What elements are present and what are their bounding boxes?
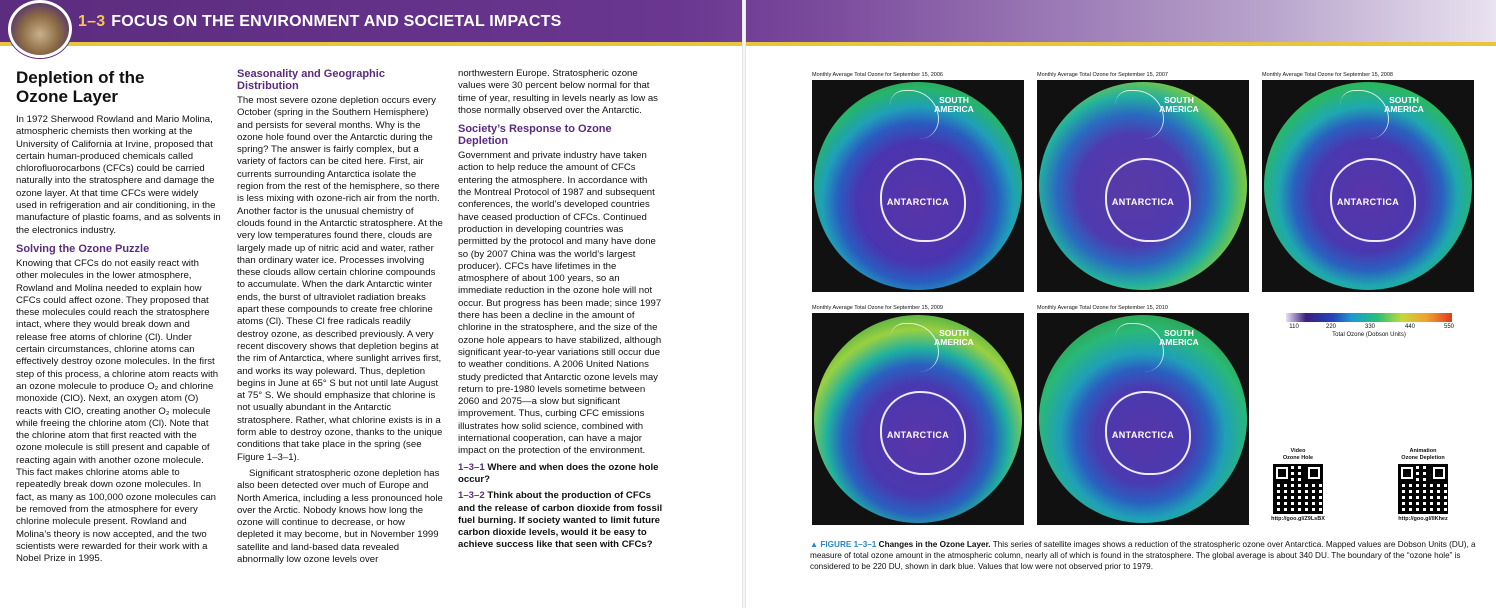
question-1-number: 1–3–1 xyxy=(458,461,485,473)
legend-tick: 330 xyxy=(1364,324,1376,330)
column-1 xyxy=(16,68,221,569)
qr-video-subtitle: Ozone Hole xyxy=(1282,454,1314,461)
label-south-america: SOUTH AMERICA xyxy=(1159,95,1199,114)
map-title-2009: Monthly Average Total Ozone for September 15, 2009 xyxy=(812,305,943,311)
label-south-america: SOUTH AMERICA xyxy=(1384,95,1424,114)
question-1-text: Where and when does the ozone hole occur? xyxy=(458,461,659,485)
seasonality-paragraph-2: Significant stratospheric ozone depletion has also been detected over much of Europe and North America, including a less pronounced hole over the Arctic. Nobody knows how long the ozone will continue to decrease, or how depleted it may become, but in November 1999 satellite and land-based data revealed abnormally low ozone levels over xyxy=(237,467,443,565)
label-south-america: SOUTH AMERICA xyxy=(934,95,974,114)
caption-title: Changes in the Ozone Layer. xyxy=(878,540,991,549)
legend-tick: 110 xyxy=(1289,324,1299,330)
legend-tick: 220 xyxy=(1325,324,1337,330)
qr-animation-title: Animation xyxy=(1409,448,1437,454)
map-title-2010: Monthly Average Total Ozone for September 15, 2010 xyxy=(1037,305,1168,311)
qr-animation-block[interactable] xyxy=(1388,448,1458,523)
ozone-map-2009 xyxy=(812,313,1024,525)
caption-text: This series of satellite images shows a reduction of the stratospheric ozone over Antarctica. Mapped values are Dobson Units (DU), a measure of total ozone amount in the atmospheric column, nearly all of which is found in the stratosphere. The global average is about 340 DU. The boundary of the “ozone hole” is considered to be 220 DU, shown in dark blue. Values that low were not observed prior to 1979. xyxy=(810,540,1476,571)
qr-video-block[interactable] xyxy=(1263,448,1333,523)
response-paragraph: Government and private industry have taken action to help reduce the amount of CFCs entering the atmosphere. In accordance with the Montreal Protocol of 1987 and subsequent conferences, the world’s developed countries have ceased production of CFCs. Continued production in developing countries was permitted by the protocol and many have done so (by 2007 China was the world’s largest producer). CFCs have lifetimes in the atmosphere of about 100 years, so an immediate reduction in the ozone hole will not occur. But progress has been made; since 1997 there has been a decline in the amount of chlorine in the stratosphere, and the size of the ozone hole appears to have stabilized, although significant year-to-year variations still occur due to weather conditions. A 2006 United Nations study predicted that Antarctic ozone levels may return to pre-1980 levels sometime between 2060 and 2075—a slow but significant improvement. Thus, curbing CFC emissions illustrates how solid science, combined with international cooperation, can have a major impact on the protection of the environment. xyxy=(458,150,662,457)
label-antarctica: ANTARCTICA xyxy=(1336,197,1400,207)
qr-animation-subtitle: Ozone Depletion xyxy=(1401,454,1445,461)
question-2-number: 1–3–2 xyxy=(458,490,485,502)
label-antarctica: ANTARCTICA xyxy=(1111,430,1175,440)
section-title: FOCUS ON THE ENVIRONMENT AND SOCIETAL IMPACTS xyxy=(111,13,562,30)
intro-paragraph: In 1972 Sherwood Rowland and Mario Molina, atmospheric chemists then working at the University of California at Irvine, proposed that certain human-produced chemicals called chlorofluorocarbons (CFCs) could be carried naturally into the stratosphere and damage the ozone layer. At that time CFCs were widely used in refrigeration and air conditioning, in the manufacture of plastic foams, and as solvents in the electronics industry. xyxy=(16,114,221,236)
label-antarctica: ANTARCTICA xyxy=(1111,197,1175,207)
column-3 xyxy=(458,68,663,556)
qr-animation-url[interactable]: http://goo.gl/lIKhez xyxy=(1398,516,1448,522)
color-legend xyxy=(1286,313,1455,338)
ozone-map-2008 xyxy=(1262,80,1474,292)
question-2-text: Think about the production of CFCs and the release of carbon dioxide from fossil fuel burning. If society wanted to limit future carbon dioxide levels, would it be easy to achieve success like that seen with CFCs? xyxy=(458,490,663,551)
qr-code-icon[interactable] xyxy=(1273,464,1323,514)
question-1 xyxy=(458,462,663,487)
heading-seasonality: Seasonality and Geographic Distribution xyxy=(237,68,385,92)
qr-video-title: Video xyxy=(1290,448,1306,454)
puzzle-paragraph: Knowing that CFCs do not easily react with other molecules in the lower atmosphere, Rowland and Molina needed to explain how CFCs could affect ozone. They proposed that these molecules could reach the stratosphere intact, where they would break down and release free atoms of chlorine (Cl). Under certain circumstances, chlorine atoms can effectively destroy ozone molecules. In the first step of this process, a chlorine atom reacts with an ozone molecule to produce O₂ and chlorine monoxide (ClO). Next, an oxygen atom (O) reacts with ClO, creating another O₂ molecule while freeing the chlorine atom (Cl). Note that the chlorine atom that first reacted with the ozone molecule is still present and capable of reacting again with another ozone molecule. This fact makes chlorine atoms able to repeatedly break down ozone molecules. In fact, as many as 100,000 ozone molecules can be removed from the atmosphere for every chlorine molecule present. Rowland and Molina’s theory is now accepted, and the two scientists were rewarded for their work with a Nobel Prize in 1995. xyxy=(16,257,219,565)
map-title-2006: Monthly Average Total Ozone for September 15, 2006 xyxy=(812,72,943,78)
legend-label: Total Ozone (Dobson Units) xyxy=(1332,332,1406,338)
label-south-america: SOUTH AMERICA xyxy=(934,328,974,347)
legend-tick: 440 xyxy=(1404,324,1416,330)
map-title-2008: Monthly Average Total Ozone for September 15, 2008 xyxy=(1262,72,1393,78)
page-gutter xyxy=(742,0,746,608)
title-line-1: Depletion of the xyxy=(16,68,145,87)
question-2 xyxy=(458,490,663,551)
qr-video-url[interactable]: http://goo.gl/Z9LsBX xyxy=(1271,516,1325,522)
seasonality-paragraph-1: The most severe ozone depletion occurs every October (spring in the Southern Hemisphere) and persists for several months. Why is the ozone hole found over the Antarctic during the spring? The answer is fairly complex, but a variety of factors can be cited here. First, air currents surrounding Antarctica isolate the region from the rest of the hemisphere, so there is less mixing with ozone-rich air from the north. Another factor is the unusual chemistry of clouds found in the Antarctic stratosphere. At the very low temperatures found there, clouds are largely made up of nitric acid and water, rather than ordinary water ice. Processes involving these clouds allow certain chlorine compounds to accumulate. When the dark Antarctic winter ends, the burst of ultraviolet radiation breaks apart these compounds to create free chlorine atoms (Cl). These Cl free radicals readily destroy ozone, as described previously. A very recent discovery shows that depletion begins at the rim of Antarctica, where sunlight arrives first, and works its way poleward. Thus, depletion begins in June at 65° S but not until late August at 75° S. We should emphasize that chlorine is not usually abundant in the Antarctic stratosphere. Rather, what chlorine exists is in a form able to destroy ozone, thanks to the unique conditions that take place in the spring (see Figure 1–3–1). xyxy=(237,95,443,463)
map-title-2007: Monthly Average Total Ozone for September 15, 2007 xyxy=(1037,72,1168,78)
ozone-map-2006 xyxy=(812,80,1024,292)
ozone-map-2007 xyxy=(1037,80,1249,292)
heading-response: Society’s Response to Ozone Depletion xyxy=(458,123,612,148)
col3-paragraph: northwestern Europe. Stratospheric ozone values were 30 percent below normal for that time of year, resulting in levels nearly as low as those normally observed over the Antarctic. xyxy=(458,68,658,116)
heading-ozone-puzzle: Solving the Ozone Puzzle xyxy=(16,242,150,255)
label-antarctica: ANTARCTICA xyxy=(886,197,950,207)
chapter-badge-image xyxy=(8,0,72,58)
banner-rule xyxy=(0,42,1496,46)
caption-figure-label: FIGURE 1–3–1 xyxy=(820,540,877,549)
article-title xyxy=(16,68,221,106)
figure-caption xyxy=(810,540,1480,572)
label-south-america: SOUTH AMERICA xyxy=(1159,328,1199,347)
column-2 xyxy=(237,68,443,570)
section-heading xyxy=(78,13,562,31)
section-number: 1–3 xyxy=(78,13,106,30)
qr-code-icon[interactable] xyxy=(1398,464,1448,514)
ozone-map-2010 xyxy=(1037,313,1249,525)
caption-triangle-icon: ▲ xyxy=(810,540,819,549)
legend-tick: 550 xyxy=(1443,324,1455,330)
label-antarctica: ANTARCTICA xyxy=(886,430,950,440)
title-line-2: Ozone Layer xyxy=(16,87,119,106)
legend-ticks xyxy=(1286,322,1455,332)
legend-color-bar xyxy=(1286,313,1452,322)
